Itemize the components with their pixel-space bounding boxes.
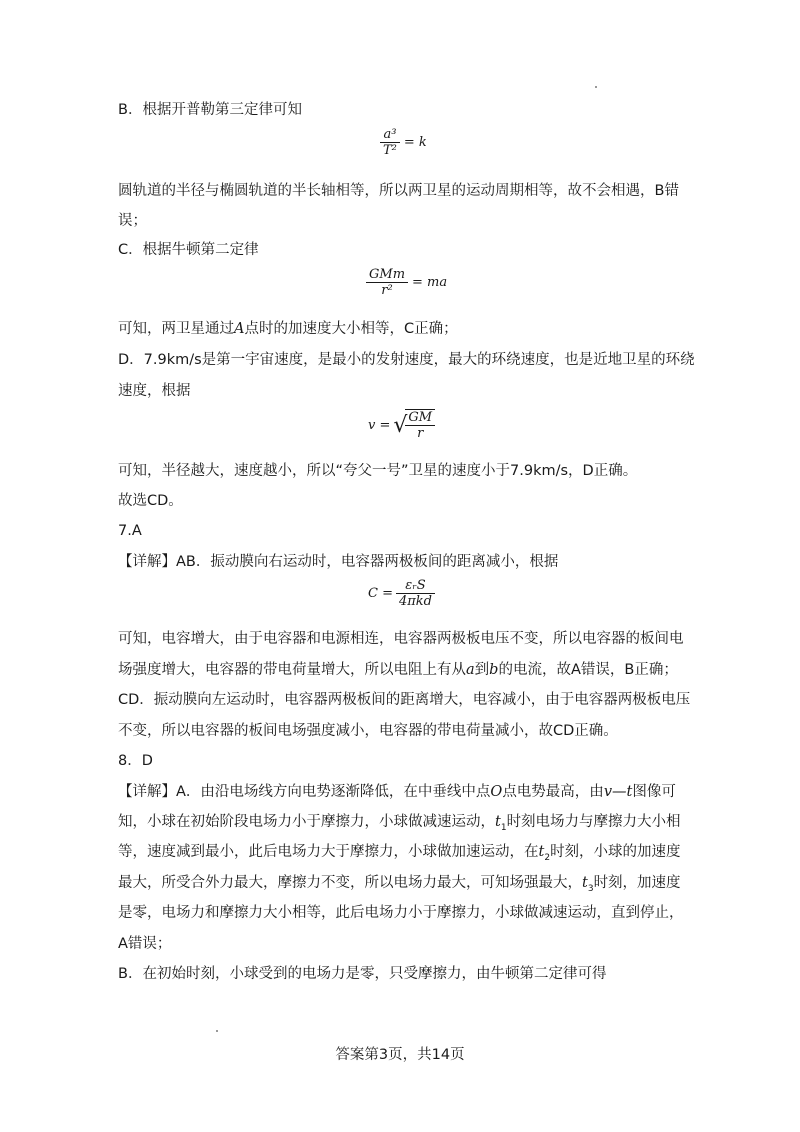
q8-text-5: 是零，电场力和摩擦力大小相等，此后电场力小于摩擦力，小球做减速运动，直到停止， xyxy=(118,905,684,921)
q7-answer: 7.A xyxy=(118,523,142,539)
q8-text-4: 最大，所受合外力最大，摩擦力不变，所以电场力最大，可知场强最大，$t_3$时刻，加速度 xyxy=(118,875,681,894)
q8-text-2: 知，小球在初始阶段电场力小于摩擦力，小球做减速运动，$t_1$时刻电场力与摩擦力大小相 xyxy=(118,814,681,833)
d-text-1: D．7.9km/s是第一宇宙速度，是最小的发射速度，最大的环绕速度，也是近地卫星的环绕 xyxy=(118,352,695,368)
b-title: B．根据开普勒第三定律可知 xyxy=(118,102,302,118)
velocity-formula: v = √ $\frac{GM}{r}$ xyxy=(368,409,435,441)
c-title: C．根据牛顿第二定律 xyxy=(118,242,259,258)
capacitor-formula: C = $\frac{\text{εᵣS}}{\text{4πkd}}$ xyxy=(368,578,435,609)
newton-formula: $\frac{\text{GMm}}{\text{r²}}$ = ma xyxy=(366,267,447,298)
page-footer: 答案第3页，共14页 xyxy=(335,1047,465,1063)
c-text: 可知，两卫星通过A点时的加速度大小相等，C正确； xyxy=(118,321,458,337)
q7-text-4: 不变，所以电容器的板间电场强度减小，电容器的带电荷量减小，故CD正确。 xyxy=(118,723,618,739)
q8-text-7: B．在初始时刻，小球受到的电场力是零，只受摩擦力，由牛顿第二定律可得 xyxy=(118,966,607,982)
q7-text-2: 场强度增大，电容器的带电荷量增大，所以电阻上有从a到b的电流，故A错误，B正确； xyxy=(118,662,678,678)
q8-text-3: 等，速度减到最小，此后电场力大于摩擦力，小球做加速运动，在$t_2$时刻，小球的加速度 xyxy=(118,844,681,863)
b-text-1: 圆轨道的半径与椭圆轨道的半长轴相等，所以两卫星的运动周期相等，故不会相遇，B错 xyxy=(118,183,679,199)
b-text-2: 误； xyxy=(118,213,147,229)
d-text-3: 可知，半径越大，速度越小，所以“夸父一号”卫星的速度小于7.9km/s，D正确。 xyxy=(118,463,638,479)
q8-answer: 8．D xyxy=(118,753,153,769)
d-text-2: 速度，根据 xyxy=(118,383,191,399)
q7-detail: 【详解】AB．振动膜向右运动时，电容器两极板间的距离减小，根据 xyxy=(118,554,559,570)
q8-text-1: 【详解】A．由沿电场线方向电势逐渐降低，在中垂线中点O点电势最高，由v—t图像可 xyxy=(118,784,676,800)
q8-text-6: A错误； xyxy=(118,936,172,952)
kepler-formula: $\frac{\text{a³}}{\text{T²}}$ = k xyxy=(380,127,427,158)
choose-cd: 故选CD。 xyxy=(118,493,183,509)
scan-speck xyxy=(216,1030,218,1032)
scan-speck xyxy=(595,86,597,88)
q7-text-3: CD．振动膜向左运动时，电容器两极板间的距离增大，电容减小，由于电容器两极板电压 xyxy=(118,692,691,708)
q7-text-1: 可知，电容增大，由于电容器和电源相连，电容器两极板电压不变，所以电容器的板间电 xyxy=(118,631,684,647)
